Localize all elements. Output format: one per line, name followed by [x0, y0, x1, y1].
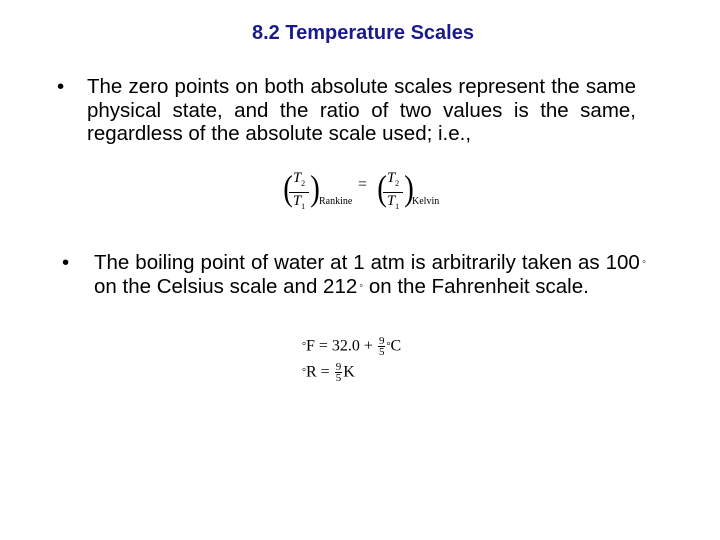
denominator-sub: 1	[301, 202, 306, 211]
equation-rhs: C	[390, 337, 402, 355]
denominator: T	[292, 193, 302, 209]
bullet-text: The zero points on both absolute scales represent the same physical state, and the ratio of two values is the same, regardless of the absolute scale used; i.e.,	[87, 75, 636, 145]
numerator-sub: 2	[395, 179, 400, 188]
bullet-marker: •	[57, 75, 65, 98]
numerator-sub: 2	[301, 179, 306, 188]
ratio-fraction-rankine	[289, 170, 309, 215]
degree-symbol: °	[302, 341, 306, 352]
fraction-denominator: 5	[378, 346, 385, 358]
bullet-boiling-point	[62, 251, 646, 298]
rankine-equation	[302, 362, 401, 388]
bullet-absolute-scales	[57, 75, 636, 146]
degree-symbol: °	[302, 367, 306, 378]
nine-fifths-fraction	[378, 336, 386, 357]
degree-symbol: °	[386, 341, 391, 352]
fraction-denominator: 5	[335, 372, 342, 384]
conversion-equations	[302, 336, 401, 388]
kelvin-subscript: Kelvin	[412, 196, 440, 207]
bullet-text-part: The boiling point of water at 1 atm is arbitrarily taken as 100	[94, 251, 640, 274]
bullet-text-part: on the Fahrenheit scale.	[363, 274, 589, 298]
close-paren: )	[310, 168, 320, 208]
numerator: T	[292, 170, 302, 186]
fraction-numerator: 9	[378, 335, 385, 347]
equation-lhs: F	[306, 337, 315, 355]
open-paren: (	[377, 168, 387, 208]
nine-fifths-fraction	[335, 362, 343, 383]
numerator: T	[386, 170, 396, 186]
degree-ring: ◦	[641, 256, 646, 268]
equation-equals: = 32.0 +	[314, 337, 377, 355]
open-paren: (	[283, 168, 293, 208]
bullet-text-part: on the Celsius scale and 212	[94, 274, 358, 298]
ratio-equation	[282, 166, 452, 210]
bullet-text	[94, 251, 646, 298]
equals-sign: =	[358, 176, 368, 193]
fahrenheit-equation	[302, 336, 401, 362]
ratio-fraction-kelvin	[383, 170, 403, 215]
rankine-subscript: Rankine	[319, 196, 353, 207]
fraction-numerator: 9	[335, 361, 342, 373]
equation-equals: =	[316, 363, 334, 381]
close-paren: )	[404, 168, 414, 208]
equation-lhs: R	[306, 363, 317, 381]
degree-ring: ◦	[359, 279, 364, 292]
bullet-marker: •	[62, 251, 70, 274]
denominator-sub: 1	[395, 202, 400, 211]
denominator: T	[386, 193, 396, 209]
equation-rhs: K	[343, 363, 355, 381]
slide-title: 8.2 Temperature Scales	[252, 22, 474, 44]
